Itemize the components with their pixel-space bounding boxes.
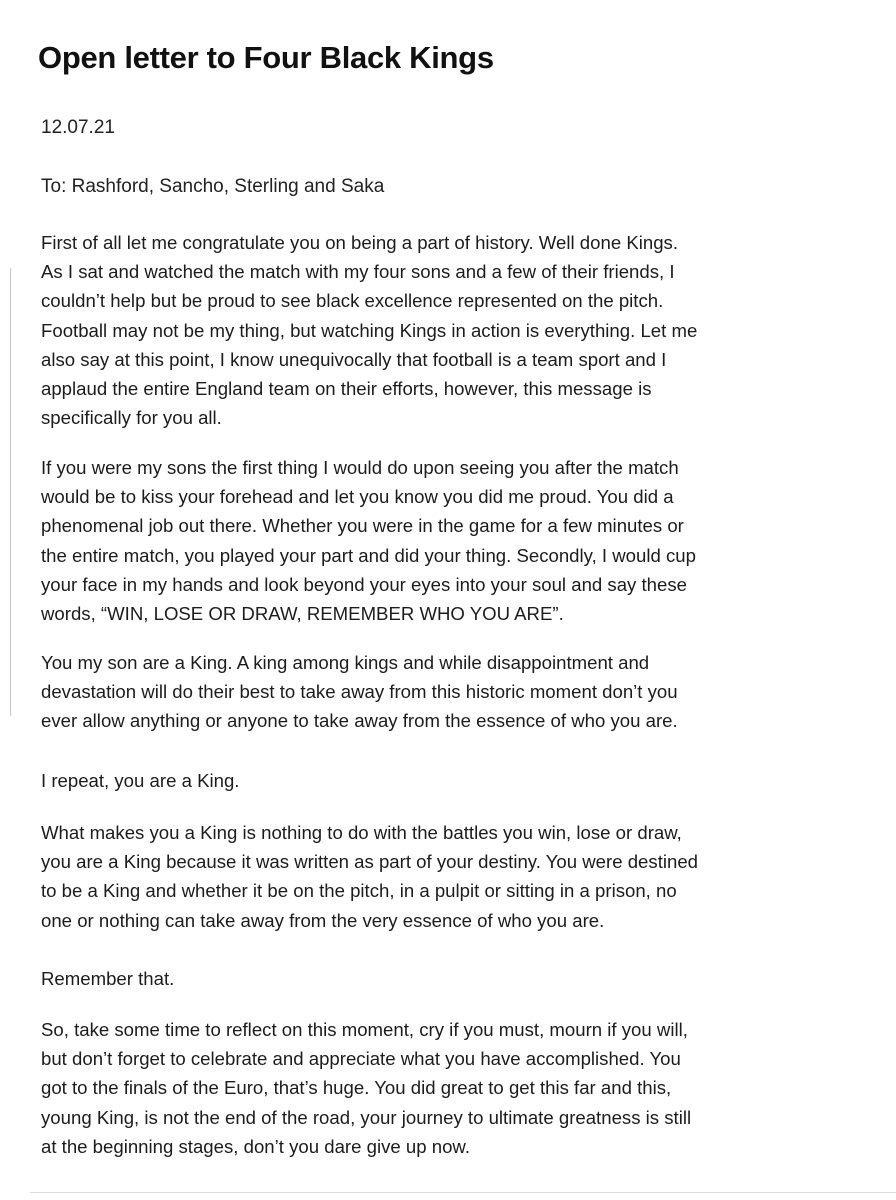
text-line: Remember that.: [41, 968, 175, 989]
left-edge-divider: [10, 268, 11, 716]
text-line: at the beginning stages, don’t you dare give up now.: [41, 1135, 470, 1157]
text-line: As I sat and watched the match with my four sons and a few of their friends, I: [41, 261, 675, 283]
text-line: phenomenal job out there. Whether you were in the game for a few minutes or: [41, 515, 684, 537]
paragraph-remember-that: [41, 964, 174, 993]
text-line: to be a King and whether it be on the pitch, in a pulpit or sitting in a prison, no: [41, 880, 677, 902]
text-line: words, “WIN, LOSE OR DRAW, REMEMBER WHO YOU ARE”.: [41, 603, 564, 625]
text-line: the entire match, you played your part and did your thing. Secondly, I would cup: [41, 544, 696, 566]
text-line: your face in my hands and look beyond your eyes into your soul and say these: [41, 573, 688, 595]
paragraph-what-makes-you-a-king: [41, 818, 698, 935]
text-line: couldn’t help but be proud to see black excellence represented on the pitch.: [41, 290, 664, 312]
letter-title: Open letter to Four Black Kings: [38, 40, 494, 75]
text-line: Football may not be my thing, but watching Kings in action is everything. Let me: [41, 319, 698, 341]
paragraph-congratulations: [41, 228, 697, 432]
text-line: but don’t forget to celebrate and appreciate what you have accomplished. You: [41, 1048, 681, 1070]
letter-recipients: To: Rashford, Sancho, Sterling and Saka: [41, 176, 385, 197]
letter-date: 12.07.21: [41, 117, 115, 138]
text-line: you are a King because it was written as part of your destiny. You were destined: [41, 851, 699, 873]
text-line: one or nothing can take away from the very essence of who you are.: [41, 909, 605, 931]
text-line: If you were my sons the first thing I would do upon seeing you after the match: [41, 457, 679, 478]
text-line: young King, is not the end of the road, your journey to ultimate greatness is still: [41, 1106, 692, 1128]
bottom-divider: [30, 1192, 896, 1193]
text-line: also say at this point, I know unequivocally that football is a team sport and I: [41, 348, 667, 370]
text-line: You my son are a King. A king among kings and while disappointment and: [41, 652, 650, 673]
text-line: got to the finals of the Euro, that’s huge. You did great to get this far and this,: [41, 1077, 672, 1099]
text-line: would be to kiss your forehead and let you know you did me proud. You did a: [41, 486, 674, 508]
text-line: specifically for you all.: [41, 407, 222, 429]
text-line: ever allow anything or anyone to take away from the essence of who you are.: [41, 710, 678, 732]
paragraph-take-some-time: [41, 1015, 691, 1161]
text-line: applaud the entire England team on their efforts, however, this message is: [41, 378, 652, 400]
paragraph-i-repeat: [41, 766, 239, 795]
text-line: devastation will do their best to take away from this historic moment don’t you: [41, 681, 678, 703]
paragraph-you-are-a-king: [41, 648, 678, 736]
text-line: I repeat, you are a King.: [41, 770, 240, 791]
text-line: First of all let me congratulate you on being a part of history. Well done Kings.: [41, 232, 678, 253]
text-line: So, take some time to reflect on this moment, cry if you must, mourn if you will,: [41, 1019, 688, 1040]
text-line: What makes you a King is nothing to do with the battles you win, lose or draw,: [41, 822, 682, 843]
paragraph-if-you-were-my-sons: [41, 453, 696, 628]
